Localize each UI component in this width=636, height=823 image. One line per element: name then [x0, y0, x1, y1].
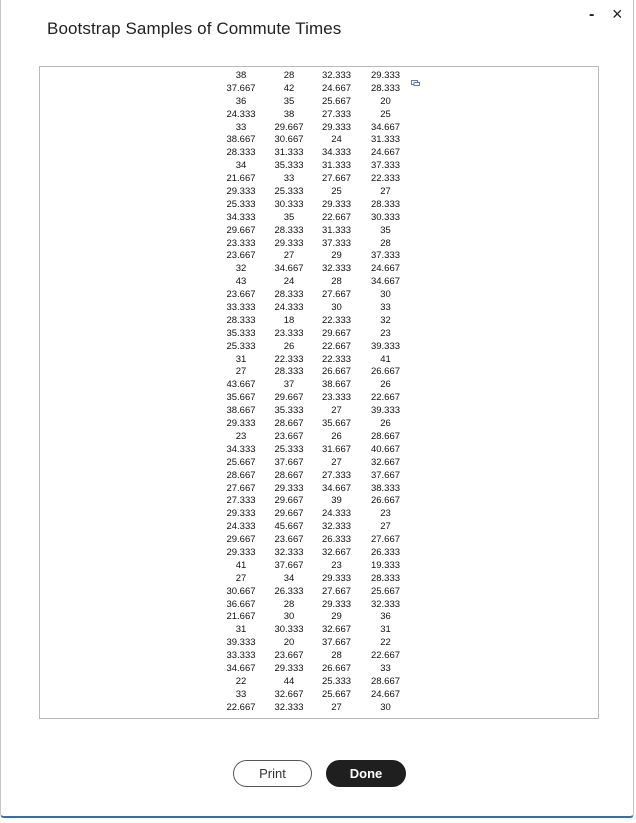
table-row: [222, 624, 416, 637]
table-cell: 43: [235, 276, 247, 288]
table-cell: 26.667: [370, 366, 401, 378]
table-cell: 37: [283, 379, 295, 391]
table-cell: 32.667: [274, 688, 304, 700]
table-cell: 34: [235, 160, 247, 172]
table-cell: 38.667: [226, 134, 256, 146]
table-row: [222, 547, 416, 560]
table-cell: 28: [283, 598, 295, 610]
table-row: [222, 521, 416, 534]
table-cell: 28.667: [274, 418, 304, 430]
table-cell: 37.667: [321, 637, 352, 649]
table-row: [222, 534, 416, 547]
table-row: [222, 328, 416, 341]
table-cell: 31.333: [370, 134, 401, 146]
table-cell: 24.667: [370, 688, 401, 700]
table-cell: 29.333: [226, 546, 256, 558]
table-cell: 34.667: [226, 662, 256, 674]
table-cell: 28.667: [370, 675, 401, 687]
table-cell: 29.667: [274, 392, 304, 404]
table-cell: 39: [331, 495, 342, 507]
table-cell: 25.667: [321, 95, 352, 107]
table-cell: 35.667: [321, 418, 352, 430]
table-row: [222, 122, 416, 135]
table-cell: 28.667: [226, 469, 256, 481]
table-cell: 38.667: [321, 379, 352, 391]
table-cell: 33.333: [226, 302, 256, 314]
table-cell: 29.333: [321, 598, 352, 610]
table-cell: 25.333: [274, 186, 304, 198]
table-cell: 33: [235, 688, 247, 700]
table-cell: 37.333: [321, 237, 352, 249]
table-cell: 23.667: [274, 650, 304, 662]
table-cell: 26.667: [321, 662, 352, 674]
table-row: [222, 379, 416, 392]
table-cell: 25.333: [226, 198, 256, 210]
table-cell: 28.333: [274, 289, 304, 301]
table-cell: 39.333: [370, 405, 401, 417]
table-row: [222, 276, 416, 289]
table-row: [222, 83, 416, 96]
table-cell: 22: [380, 637, 391, 649]
table-cell: 37.333: [370, 160, 401, 172]
table-cell: 24: [283, 276, 295, 288]
table-cell: 29.333: [274, 662, 304, 674]
table-cell: 27.333: [226, 495, 256, 507]
table-cell: 41: [235, 559, 247, 571]
table-cell: 28: [331, 650, 342, 662]
table-cell: 27: [283, 250, 295, 262]
table-row: [222, 289, 416, 302]
data-panel: [39, 66, 599, 719]
table-cell: 28.333: [370, 198, 401, 210]
table-row: [222, 586, 416, 599]
table-cell: 24.333: [226, 108, 256, 120]
table-row: [222, 186, 416, 199]
table-cell: 27.667: [321, 173, 352, 185]
table-cell: 27.333: [321, 469, 352, 481]
table-row: [222, 341, 416, 354]
table-cell: 31.333: [274, 147, 304, 159]
table-cell: 23: [380, 508, 391, 520]
table-row: [222, 495, 416, 508]
table-row: [222, 573, 416, 586]
table-cell: 29: [331, 250, 342, 262]
table-cell: 29.333: [226, 186, 256, 198]
table-cell: 30: [380, 289, 391, 301]
table-row: [222, 405, 416, 418]
table-cell: 29.667: [321, 327, 352, 339]
table-cell: 24.333: [274, 302, 304, 314]
table-row: [222, 225, 416, 238]
table-row: [222, 650, 416, 663]
table-cell: 35: [283, 211, 295, 223]
table-cell: 32.333: [321, 263, 352, 275]
table-cell: 34.667: [370, 276, 401, 288]
table-row: [222, 96, 416, 109]
table-cell: 28: [331, 276, 342, 288]
table-cell: 32.333: [321, 70, 352, 81]
table-cell: 22.667: [321, 211, 352, 223]
table-cell: 23: [380, 327, 391, 339]
table-cell: 29.333: [370, 70, 401, 81]
table-cell: 37.667: [274, 559, 304, 571]
copy-to-clipboard-icon[interactable]: [411, 73, 420, 79]
table-cell: 22.667: [226, 701, 256, 713]
table-cell: 26: [283, 340, 295, 352]
table-cell: 32.667: [321, 546, 352, 558]
table-row: [222, 70, 416, 83]
table-row: [222, 444, 416, 457]
table-row: [222, 147, 416, 160]
table-row: [222, 676, 416, 689]
table-cell: 20: [380, 95, 391, 107]
table-cell: 35.667: [226, 392, 256, 404]
table-cell: 25.667: [226, 456, 256, 468]
table-cell: 34.333: [321, 147, 352, 159]
table-cell: 28.667: [274, 469, 304, 481]
table-cell: 29.333: [226, 418, 256, 430]
table-cell: 36: [380, 611, 391, 623]
table-cell: 34.667: [370, 121, 401, 133]
table-cell: 22.333: [370, 173, 401, 185]
table-cell: 26.667: [321, 366, 352, 378]
table-cell: 36: [235, 95, 247, 107]
table-row: [222, 483, 416, 496]
table-cell: 22.333: [321, 353, 352, 365]
table-row: [222, 637, 416, 650]
table-cell: 26.333: [274, 585, 304, 597]
table-row: [222, 199, 416, 212]
table-cell: 26: [331, 430, 342, 442]
table-cell: 35.333: [274, 405, 304, 417]
table-cell: 25.333: [226, 340, 256, 352]
table-cell: 35.333: [226, 327, 256, 339]
table-cell: 30.667: [226, 585, 256, 597]
table-cell: 37.667: [274, 456, 304, 468]
table-cell: 34.333: [226, 211, 256, 223]
table-cell: 23.333: [226, 237, 256, 249]
table-cell: 32.667: [370, 456, 401, 468]
table-cell: 25: [380, 108, 391, 120]
table-cell: 22: [235, 675, 247, 687]
table-cell: 36.667: [226, 598, 256, 610]
table-cell: 24.667: [370, 263, 401, 275]
table-row: [222, 508, 416, 521]
table-cell: 27: [235, 366, 247, 378]
table-cell: 31: [235, 353, 247, 365]
table-cell: 23.333: [321, 392, 352, 404]
table-cell: 31: [380, 624, 391, 636]
table-cell: 26.333: [321, 534, 352, 546]
table-cell: 23.667: [274, 534, 304, 546]
table-cell: 38: [283, 108, 295, 120]
table-cell: 29.667: [226, 534, 256, 546]
table-row: [222, 263, 416, 276]
table-cell: 31.667: [321, 443, 352, 455]
table-cell: 27: [331, 405, 342, 417]
table-cell: 28.333: [370, 82, 401, 94]
table-cell: 18: [283, 314, 295, 326]
table-cell: 44: [283, 675, 295, 687]
table-cell: 28.333: [274, 366, 304, 378]
table-cell: 34.333: [226, 443, 256, 455]
minimize-button[interactable]: -: [589, 6, 595, 23]
table-cell: 43.667: [226, 379, 256, 391]
table-cell: 34.667: [321, 482, 352, 494]
table-row: [222, 560, 416, 573]
table-row: [222, 702, 416, 715]
table-row: [222, 302, 416, 315]
table-cell: 29.333: [274, 482, 304, 494]
table-cell: 28.333: [226, 147, 256, 159]
table-cell: 25.333: [321, 675, 352, 687]
table-cell: 25: [331, 186, 342, 198]
table-cell: 32.333: [321, 521, 352, 533]
table-cell: 26.667: [370, 495, 401, 507]
table-row: [222, 315, 416, 328]
table-cell: 37.667: [226, 82, 256, 94]
table-cell: 38.333: [370, 482, 401, 494]
table-row: [222, 663, 416, 676]
table-cell: 30.333: [274, 624, 304, 636]
table-cell: 34.667: [274, 263, 304, 275]
table-cell: 26: [380, 379, 391, 391]
done-button[interactable]: Done: [326, 760, 406, 787]
table-cell: 21.667: [226, 611, 256, 623]
table-cell: 28.333: [274, 224, 304, 236]
table-cell: 30: [331, 302, 342, 314]
table-cell: 22.667: [370, 392, 401, 404]
table-cell: 45.667: [274, 521, 304, 533]
table-row: [222, 418, 416, 431]
table-cell: 30: [380, 701, 391, 713]
table-cell: 27.333: [321, 108, 352, 120]
table-cell: 27.667: [321, 585, 352, 597]
samples-table: [222, 70, 416, 715]
table-row: [222, 366, 416, 379]
table-row: [222, 611, 416, 624]
table-cell: 33: [380, 302, 391, 314]
table-cell: 37.667: [370, 469, 401, 481]
table-cell: 27.667: [370, 534, 401, 546]
table-cell: 25.333: [274, 443, 304, 455]
table-cell: 23: [235, 430, 247, 442]
table-cell: 31.333: [321, 160, 352, 172]
table-cell: 27: [380, 186, 391, 198]
table-cell: 29.667: [274, 508, 304, 520]
table-cell: 29.333: [321, 121, 352, 133]
table-cell: 25.667: [321, 688, 352, 700]
table-cell: 33.333: [226, 650, 256, 662]
table-cell: 27: [235, 572, 247, 584]
table-row: [222, 354, 416, 367]
table-cell: 27: [331, 456, 342, 468]
table-row: [222, 160, 416, 173]
table-row: [222, 457, 416, 470]
table-cell: 23.667: [226, 250, 256, 262]
table-cell: 24.667: [321, 82, 352, 94]
table-cell: 27.667: [321, 289, 352, 301]
table-row: [222, 689, 416, 702]
table-cell: 32.333: [274, 701, 304, 713]
table-cell: 24.333: [321, 508, 352, 520]
table-cell: 31: [235, 624, 247, 636]
table-cell: 24.667: [370, 147, 401, 159]
table-row: [222, 238, 416, 251]
table-cell: 27.667: [226, 482, 256, 494]
table-row: [222, 392, 416, 405]
table-cell: 29.333: [226, 508, 256, 520]
table-cell: 29.667: [274, 121, 304, 133]
table-cell: 30.333: [370, 211, 401, 223]
close-button[interactable]: ×: [612, 4, 623, 24]
table-cell: 32.667: [321, 624, 352, 636]
table-cell: 27: [331, 701, 342, 713]
table-row: [222, 212, 416, 225]
table-cell: 37.333: [370, 250, 401, 262]
table-cell: 33: [235, 121, 247, 133]
table-cell: 28.333: [370, 572, 401, 584]
table-cell: 23: [331, 559, 342, 571]
table-row: [222, 250, 416, 263]
table-row: [222, 470, 416, 483]
table-cell: 38: [235, 70, 247, 81]
table-cell: 31.333: [321, 224, 352, 236]
table-cell: 41: [380, 353, 391, 365]
table-row: [222, 599, 416, 612]
table-cell: 35: [283, 95, 295, 107]
dialog-title: Bootstrap Samples of Commute Times: [47, 19, 342, 38]
table-cell: 30: [283, 611, 295, 623]
table-cell: 22.667: [321, 340, 352, 352]
table-cell: 34: [283, 572, 295, 584]
table-cell: 26: [380, 418, 391, 430]
table-cell: 35: [380, 224, 391, 236]
table-cell: 27: [380, 521, 391, 533]
table-row: [222, 109, 416, 122]
table-cell: 20: [283, 637, 295, 649]
table-cell: 28.333: [226, 314, 256, 326]
table-cell: 29: [331, 611, 342, 623]
table-row: [222, 173, 416, 186]
table-cell: 28: [283, 70, 295, 81]
table-cell: 40.667: [370, 443, 401, 455]
table-cell: 22.667: [370, 650, 401, 662]
table-cell: 21.667: [226, 173, 256, 185]
table-cell: 29.667: [274, 495, 304, 507]
table-cell: 29.333: [321, 198, 352, 210]
table-cell: 42: [283, 82, 295, 94]
table-cell: 23.333: [274, 327, 304, 339]
table-cell: 25.667: [370, 585, 401, 597]
table-cell: 24: [331, 134, 342, 146]
table-cell: 35.333: [274, 160, 304, 172]
table-cell: 32: [380, 314, 391, 326]
table-cell: 22.333: [321, 314, 352, 326]
table-cell: 38.667: [226, 405, 256, 417]
table-cell: 24.333: [226, 521, 256, 533]
table-cell: 39.333: [226, 637, 256, 649]
table-cell: 23.667: [226, 289, 256, 301]
table-cell: 29.333: [274, 237, 304, 249]
table-cell: 39.333: [370, 340, 401, 352]
table-cell: 28: [380, 237, 391, 249]
table-cell: 33: [283, 173, 295, 185]
table-cell: 32.333: [274, 546, 304, 558]
table-cell: 29.667: [226, 224, 256, 236]
table-row: [222, 134, 416, 147]
table-cell: 26.333: [370, 546, 401, 558]
table-cell: 23.667: [274, 430, 304, 442]
table-cell: 30.667: [274, 134, 304, 146]
table-cell: 29.333: [321, 572, 352, 584]
table-cell: 33: [380, 662, 391, 674]
table-cell: 30.333: [274, 198, 304, 210]
table-cell: 28.667: [370, 430, 401, 442]
table-cell: 32: [235, 263, 247, 275]
table-cell: 19.333: [370, 559, 401, 571]
print-button[interactable]: Print: [233, 760, 312, 787]
table-cell: 32.333: [370, 598, 401, 610]
table-cell: 22.333: [274, 353, 304, 365]
table-row: [222, 431, 416, 444]
